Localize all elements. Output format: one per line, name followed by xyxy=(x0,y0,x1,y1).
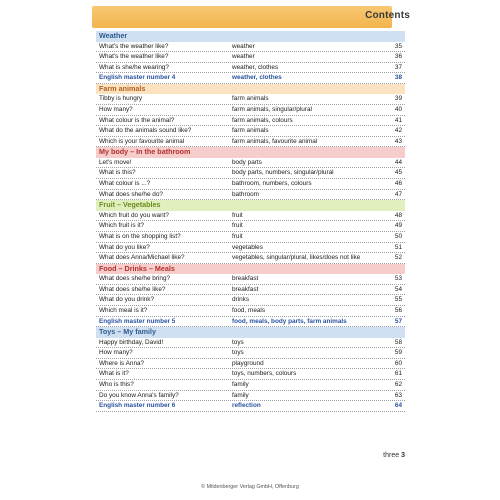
section-header: My body – In the bathroom xyxy=(96,147,405,158)
entry-page: 49 xyxy=(394,222,402,230)
toc-entry-row xyxy=(96,179,405,190)
master-entry-row xyxy=(96,317,405,328)
entry-title: Let's move! xyxy=(99,158,132,166)
entry-title: How many? xyxy=(99,349,133,357)
entry-page: 58 xyxy=(394,338,402,346)
entry-page: 38 xyxy=(394,74,402,82)
entry-topic: breakfast xyxy=(232,275,259,283)
entry-page: 46 xyxy=(394,180,402,188)
entry-title: Which is your favourite animal xyxy=(99,137,185,145)
entry-page: 56 xyxy=(394,306,402,314)
entry-topic: vegetables, singular/plural, likes/does not like xyxy=(232,254,361,262)
toc-entry-row xyxy=(96,94,405,105)
entry-page: 45 xyxy=(394,169,402,177)
entry-title: What do the animals sound like? xyxy=(99,127,192,135)
entry-topic: farm animals xyxy=(232,95,269,103)
toc-entry-row xyxy=(96,253,405,264)
section-header: Weather xyxy=(96,31,405,42)
toc-entry-row xyxy=(96,190,405,201)
entry-title: English master number 6 xyxy=(99,402,176,410)
entry-topic: bathroom, numbers, colours xyxy=(232,180,312,188)
section-header: Toys – My family xyxy=(96,327,405,338)
entry-topic: weather, clothes xyxy=(232,63,279,71)
entry-page: 63 xyxy=(394,391,402,399)
entry-topic: fruit xyxy=(232,232,243,240)
entry-page: 40 xyxy=(394,105,402,113)
entry-page: 61 xyxy=(394,370,402,378)
entry-title: What is this? xyxy=(99,169,136,177)
toc-entry-row xyxy=(96,116,405,127)
toc-entry-row xyxy=(96,126,405,137)
toc-entry-row xyxy=(96,52,405,63)
entry-topic: farm animals xyxy=(232,127,269,135)
entry-topic: body parts, numbers, singular/plural xyxy=(232,169,334,177)
entry-title: What does she/he like? xyxy=(99,285,166,293)
toc-entry-row xyxy=(96,63,405,74)
toc-entry-row xyxy=(96,232,405,243)
toc-entry-row xyxy=(96,359,405,370)
section-header: Farm animals xyxy=(96,84,405,95)
entry-topic: body parts xyxy=(232,158,262,166)
entry-topic: drinks xyxy=(232,296,250,304)
entry-topic: family xyxy=(232,381,249,389)
entry-topic: food, meals, body parts, farm animals xyxy=(232,317,347,325)
toc-entry-row xyxy=(96,105,405,116)
toc-entry-row xyxy=(96,285,405,296)
entry-page: 48 xyxy=(394,211,402,219)
entry-topic: fruit xyxy=(232,222,243,230)
toc-entry-row xyxy=(96,306,405,317)
entry-title: Tibby is hungry xyxy=(99,95,143,103)
entry-page: 51 xyxy=(394,243,402,251)
entry-title: Which meal is it? xyxy=(99,306,148,314)
toc-entry-row xyxy=(96,380,405,391)
toc-entry-row xyxy=(96,243,405,254)
entry-topic: fruit xyxy=(232,211,243,219)
entry-page: 35 xyxy=(394,42,402,50)
entry-title: How many? xyxy=(99,105,133,113)
entry-title: What's the weather like? xyxy=(99,53,169,61)
entry-topic: farm animals, favourite animal xyxy=(232,137,318,145)
entry-page: 42 xyxy=(394,127,402,135)
entry-title: Do you know Anna's family? xyxy=(99,391,179,399)
entry-page: 36 xyxy=(394,53,402,61)
toc-entry-row xyxy=(96,338,405,349)
entry-title: Where is Anna? xyxy=(99,359,145,367)
entry-title: What does Anna/Michael like? xyxy=(99,254,185,262)
entry-page: 52 xyxy=(394,254,402,262)
toc-entry-row xyxy=(96,369,405,380)
entry-page: 62 xyxy=(394,381,402,389)
entry-title: What do you drink? xyxy=(99,296,155,304)
entry-page: 64 xyxy=(394,402,402,410)
section-header: Food – Drinks – Meals xyxy=(96,264,405,275)
entry-topic: vegetables xyxy=(232,243,263,251)
entry-title: Which fruit is it? xyxy=(99,222,145,230)
entry-topic: reflection xyxy=(232,402,261,410)
page-number xyxy=(360,452,405,459)
entry-title: Which fruit do you want? xyxy=(99,211,169,219)
entry-page: 50 xyxy=(394,232,402,240)
entry-title: What colour is the animal? xyxy=(99,116,175,124)
toc-entry-row xyxy=(96,348,405,359)
entry-topic: playground xyxy=(232,359,264,367)
entry-page: 53 xyxy=(394,275,402,283)
entry-title: What is on the shopping list? xyxy=(99,232,181,240)
toc-entry-row xyxy=(96,221,405,232)
master-entry-row xyxy=(96,73,405,84)
entry-topic: toys xyxy=(232,349,244,357)
toc-entry-row xyxy=(96,211,405,222)
entry-topic: weather xyxy=(232,53,255,61)
entry-page: 54 xyxy=(394,285,402,293)
entry-title: English master number 4 xyxy=(99,74,176,82)
entry-title: What is it? xyxy=(99,370,129,378)
toc-entry-row xyxy=(96,168,405,179)
copyright-notice: © Mildenberger Verlag GmbH, Offenburg xyxy=(201,484,299,490)
entry-title: Who is this? xyxy=(99,381,134,389)
master-entry-row xyxy=(96,401,405,412)
entry-topic: family xyxy=(232,391,249,399)
entry-topic: weather, clothes xyxy=(232,74,282,82)
entry-page: 57 xyxy=(394,317,402,325)
entry-page: 59 xyxy=(394,349,402,357)
toc-entry-row xyxy=(96,391,405,402)
entry-page: 55 xyxy=(394,296,402,304)
entry-title: What does she/he bring? xyxy=(99,275,171,283)
entry-title: What does she/he do? xyxy=(99,190,163,198)
entry-topic: breakfast xyxy=(232,285,259,293)
entry-title: What colour is ...? xyxy=(99,180,151,188)
entry-title: Happy birthday, David! xyxy=(99,338,164,346)
toc-entry-row xyxy=(96,42,405,53)
entry-title: What do you like? xyxy=(99,243,150,251)
toc-entry-row xyxy=(96,295,405,306)
page-word: three xyxy=(383,452,400,459)
table-of-contents xyxy=(96,31,405,412)
entry-topic: bathroom xyxy=(232,190,259,198)
entry-title: What is she/he wearing? xyxy=(99,63,169,71)
entry-topic: toys xyxy=(232,338,244,346)
toc-entry-row xyxy=(96,158,405,169)
entry-title: What's the weather like? xyxy=(99,42,169,50)
entry-page: 43 xyxy=(394,137,402,145)
entry-page: 47 xyxy=(394,190,402,198)
entry-page: 39 xyxy=(394,95,402,103)
entry-topic: farm animals, singular/plural xyxy=(232,105,312,113)
entry-topic: weather xyxy=(232,42,255,50)
entry-page: 41 xyxy=(394,116,402,124)
entry-page: 44 xyxy=(394,158,402,166)
entry-topic: food, meals xyxy=(232,306,266,314)
toc-entry-row xyxy=(96,137,405,148)
page-number-value: 3 xyxy=(401,452,405,459)
toc-entry-row xyxy=(96,274,405,285)
page-title: Contents xyxy=(365,10,410,21)
entry-page: 60 xyxy=(394,359,402,367)
entry-page: 37 xyxy=(394,63,402,71)
entry-topic: farm animals, colours xyxy=(232,116,293,124)
entry-topic: toys, numbers, colours xyxy=(232,370,297,378)
section-header: Fruit – Vegetables xyxy=(96,200,405,211)
entry-title: English master number 5 xyxy=(99,317,176,325)
